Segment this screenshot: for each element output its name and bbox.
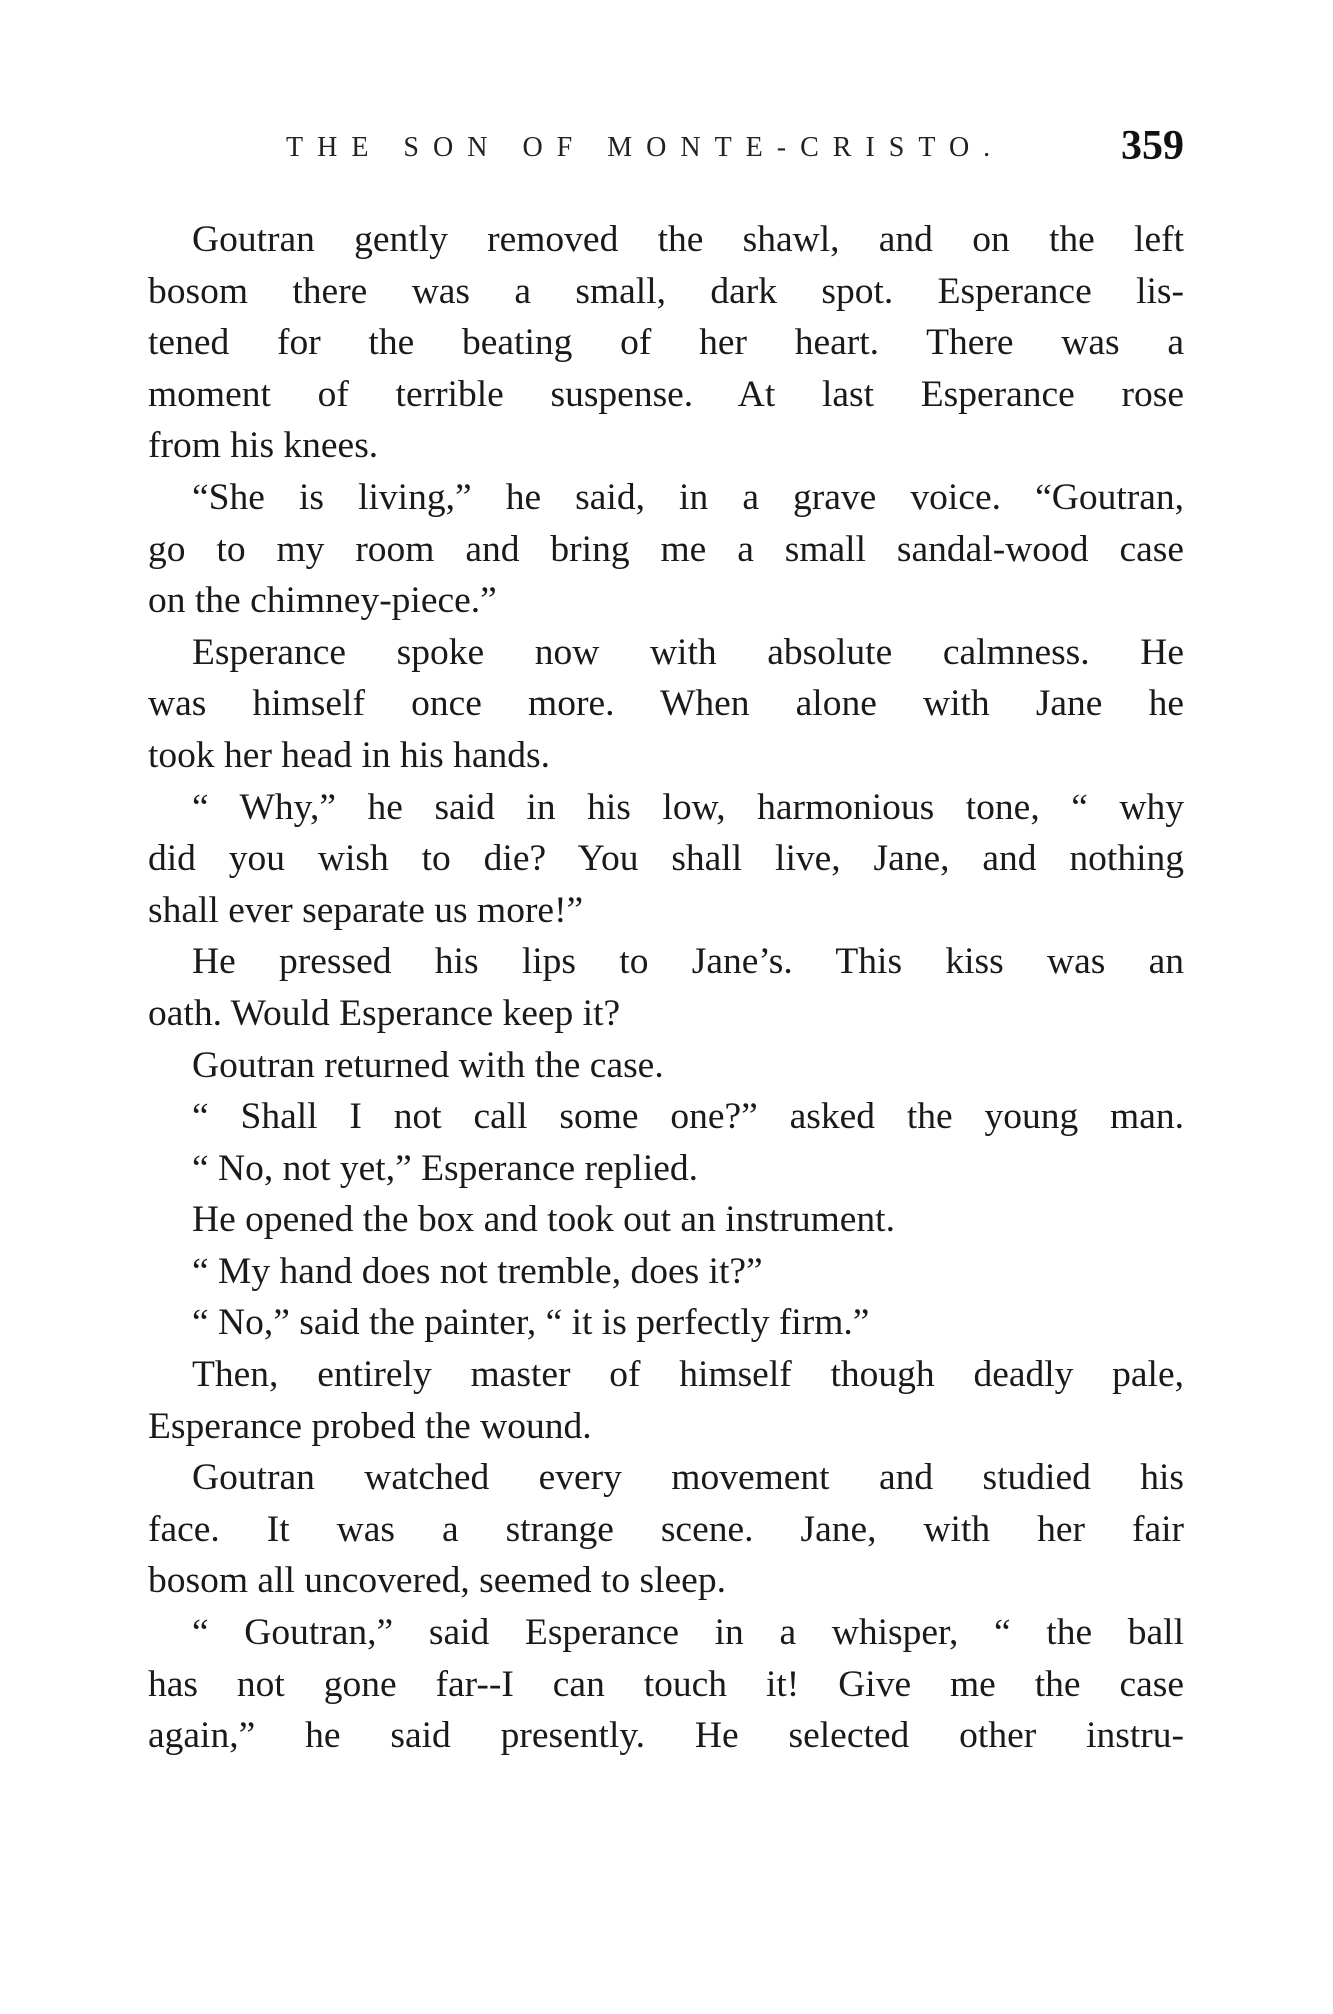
- text-line: Goutran returned with the case.: [192, 1044, 664, 1086]
- text-line: “ No,” said the painter, “ it is perfectly firm.”: [192, 1302, 870, 1344]
- text-line: Then, entirely master of himself though deadly pale,: [192, 1354, 1184, 1396]
- running-head: [148, 122, 1184, 182]
- body-text: [148, 214, 1184, 1762]
- text-line: “ No, not yet,” Esperance replied.: [192, 1147, 699, 1189]
- text-line: Esperance probed the wound.: [148, 1405, 592, 1447]
- text-line: “ Shall I not call some one?” asked the young man.: [192, 1096, 1184, 1138]
- text-line: oath. Would Esperance keep it?: [148, 992, 621, 1034]
- text-line: did you wish to die? You shall live, Jane, and nothing: [148, 838, 1184, 880]
- text-line: Goutran watched every movement and studied his: [192, 1457, 1184, 1499]
- text-line: bosom there was a small, dark spot. Esperance lis-: [148, 270, 1184, 312]
- text-line: tened for the beating of her heart. There was a: [148, 322, 1184, 364]
- text-line: shall ever separate us more!”: [148, 889, 584, 931]
- text-line: Goutran gently removed the shawl, and on the left: [192, 219, 1184, 260]
- page-number: 359: [1121, 123, 1184, 169]
- text-line: “ Why,” he said in his low, harmonious tone, “ why: [192, 786, 1184, 828]
- text-line: Esperance spoke now with absolute calmness. He: [192, 631, 1184, 673]
- text-line: face. It was a strange scene. Jane, with her fair: [148, 1508, 1184, 1550]
- text-line: bosom all uncovered, seemed to sleep.: [148, 1560, 726, 1602]
- text-line: “ Goutran,” said Esperance in a whisper, “ the ball: [192, 1612, 1184, 1654]
- text-line: from his knees.: [148, 425, 379, 467]
- text-line: was himself once more. When alone with Jane he: [148, 683, 1184, 725]
- text-line: He opened the box and took out an instrument.: [192, 1199, 895, 1241]
- text-line: took her head in his hands.: [148, 734, 551, 776]
- text-line: “ My hand does not tremble, does it?”: [192, 1250, 763, 1292]
- text-line: on the chimney-piece.”: [148, 580, 497, 622]
- text-line: He pressed his lips to Jane’s. This kiss was an: [192, 941, 1184, 983]
- running-title: THE SON OF MONTE-CRISTO.: [286, 132, 1005, 163]
- text-line: again,” he said presently. He selected other instru-: [148, 1715, 1184, 1757]
- text-line: go to my room and bring me a small sandal-wood case: [148, 528, 1184, 570]
- text-line: moment of terrible suspense. At last Esperance rose: [148, 373, 1184, 415]
- text-line: has not gone far--I can touch it! Give me the case: [148, 1663, 1184, 1705]
- text-line: “She is living,” he said, in a grave voice. “Goutran,: [192, 476, 1184, 518]
